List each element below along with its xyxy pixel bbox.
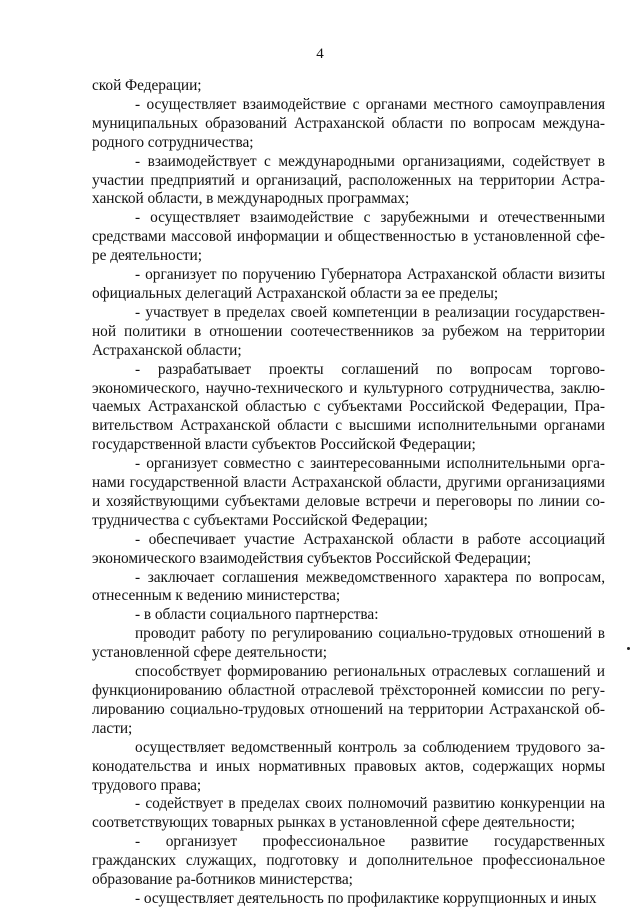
- paragraph: ской Федерации;: [92, 77, 202, 94]
- paragraph: - участвует в пределах своей компетенции в реализации государствен-ной политики в отношении соотечественников за рубежом на территории Астраханской области;: [92, 303, 605, 359]
- paragraph: - заключает соглашения межведомственного характера по вопросам, отнесенным к ведению министерства;: [92, 568, 605, 605]
- paragraph: - взаимодействует с международными организациями, содействует в участии предприятий и организаций, расположенных на территории Астра-ханской области, в международных программах;: [92, 152, 605, 208]
- paragraph: - организует профессиональное развитие государственных гражданских служащих, подготовку и дополнительное профессиональное образование ра-ботников министерства;: [92, 833, 605, 889]
- document-body: [92, 77, 605, 909]
- paragraph: - обеспечивает участие Астраханской области в работе ассоциаций экономического взаимодействия субъектов Российской Федерации;: [92, 530, 605, 567]
- paragraph: - разрабатывает проекты соглашений по вопросам торгово-экономического, научно-технического и культурного сотрудничества, заклю-чаемых Астраханской областью с субъектами Российской Федерации, Пра-вительством Астраханской области с высшими исполнительными органами государственной власти субъектов Российской Федерации;: [92, 360, 605, 454]
- scan-dot-mark: [627, 647, 630, 650]
- paragraph: - в области социального партнерства:: [135, 606, 379, 624]
- paragraph: способствует формированию региональных отраслевых соглашений и функционированию областной отраслевой трёхсторонней комиссии по регу-лированию социально-трудовых отношений на территории Астраханской об-ласти;: [92, 663, 605, 737]
- paragraph: - осуществляет деятельность по профилактике коррупционных и иных: [135, 889, 597, 907]
- paragraph: - осуществляет взаимодействие с зарубежными и отечественными средствами массовой информации и общественностью в установленной сфе-ре деятельности;: [92, 209, 605, 265]
- paragraph: - организует по поручению Губернатора Астраханской области визиты официальных делегаций Астраханской области за ее пределы;: [92, 266, 605, 302]
- paragraph: - содействует в пределах своих полномочий развитию конкуренции на соответствующих товарных рынках в установленной сфере деятельности;: [92, 795, 605, 832]
- paragraph: - организует совместно с заинтересованными исполнительными орга-нами государственной власти Астраханской области, другими организациями и хозяйствующими субъектами деловые встречи и переговоры по линии со-трудничества с субъектами Российской Федерации;: [92, 455, 605, 529]
- page-number: 4: [316, 46, 324, 62]
- paragraph: проводит работу по регулированию социально-трудовых отношений в установленной сфере деятельности;: [92, 625, 605, 662]
- paragraph: осуществляет ведомственный контроль за соблюдением трудового за-конодательства и иных нормативных правовых актов, содержащих нормы трудового права;: [92, 738, 605, 794]
- paragraph: - осуществляет взаимодействие с органами местного самоуправления муниципальных образований Астраханской области по вопросам междуна-родного сотрудничества;: [92, 95, 605, 151]
